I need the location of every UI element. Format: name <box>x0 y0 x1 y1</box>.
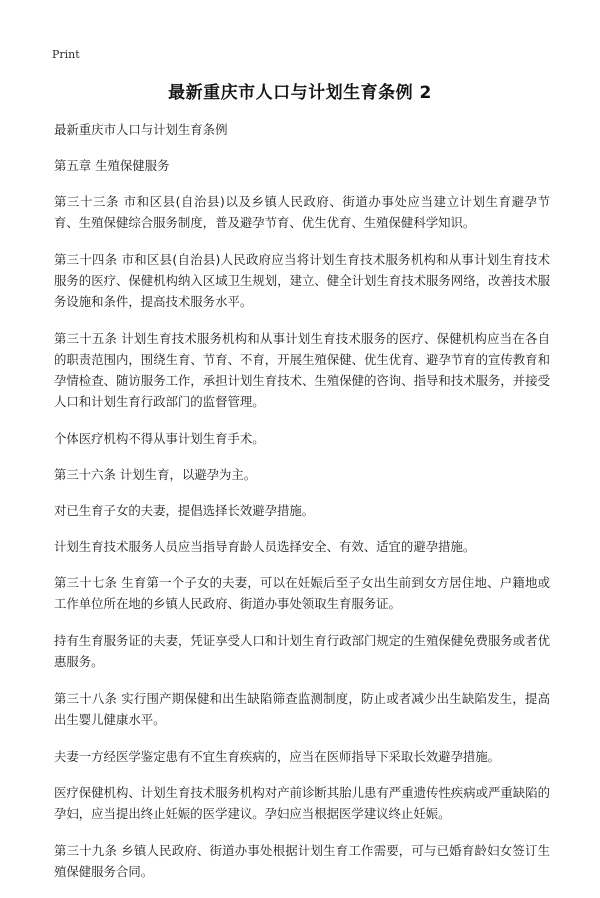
article-35-paragraph: 第三十五条 计划生育技术服务机构和从事计划生育技术服务的医疗、保健机构应当在各自的职责范围内，围绕生育、节育、不育，开展生殖保健、优生优育、避孕节育的宣传教育和孕情检查、随访服务工作，承担计划生育技术、生殖保健的咨询、指导和技术服务，并接受人口和计划生育行政部门的监督管理。 <box>54 331 550 409</box>
print-link[interactable]: Print <box>52 48 80 61</box>
technician-guidance-paragraph: 计划生育技术服务人员应当指导育龄人员选择安全、有效、适宜的避孕措施。 <box>54 539 476 554</box>
article-37-paragraph: 第三十七条 生育第一个子女的夫妻，可以在妊娠后至子女出生前到女方居住地、户籍地或工作单位所在地的乡镇人民政府、街道办事处领取生育服务证。 <box>54 575 550 611</box>
article-38-paragraph: 第三十八条 实行围产期保健和出生缺陷筛查监测制度，防止或者减少出生缺陷发生，提高出生婴儿健康水平。 <box>54 691 550 727</box>
chapter-heading: 第五章 生殖保健服务 <box>54 158 170 173</box>
private-clinic-paragraph: 个体医疗机构不得从事计划生育手术。 <box>54 431 265 446</box>
document-title: 最新重庆市人口与计划生育条例 2 <box>168 83 432 103</box>
medical-appraisal-paragraph: 夫妻一方经医学鉴定患有不宜生育疾病的，应当在医师指导下采取长效避孕措施。 <box>54 749 501 764</box>
birth-service-certificate-paragraph: 持有生育服务证的夫妻，凭证享受人口和计划生育行政部门规定的生殖保健免费服务或者优惠服务。 <box>54 633 550 669</box>
article-33-paragraph: 第三十三条 市和区县(自治县)以及乡镇人民政府、街道办事处应当建立计划生育避孕节育、生殖保健综合服务制度，普及避孕节育、优生优育、生殖保健科学知识。 <box>54 194 550 230</box>
article-34-paragraph: 第三十四条 市和区县(自治县)人民政府应当将计划生育技术服务机构和从事计划生育技术服务的医疗、保健机构纳入区域卫生规划，建立、健全计划生育技术服务网络，改善技术服务设施和条件，提高技术服务水平。 <box>54 252 550 309</box>
article-39-paragraph: 第三十九条 乡镇人民政府、街道办事处根据计划生育工作需要，可与已婚育龄妇女签订生殖保健服务合同。 <box>54 843 550 879</box>
prenatal-diagnosis-paragraph: 医疗保健机构、计划生育技术服务机构对产前诊断其胎儿患有严重遗传性疾病或严重缺陷的孕妇，应当提出终止妊娠的医学建议。孕妇应当根据医学建议终止妊娠。 <box>54 785 550 821</box>
article-36-paragraph: 第三十六条 计划生育，以避孕为主。 <box>54 467 257 482</box>
document-body <box>54 119 550 898</box>
subtitle-paragraph: 最新重庆市人口与计划生育条例 <box>54 122 228 137</box>
long-term-contraception-paragraph: 对已生育子女的夫妻，提倡选择长效避孕措施。 <box>54 503 315 518</box>
